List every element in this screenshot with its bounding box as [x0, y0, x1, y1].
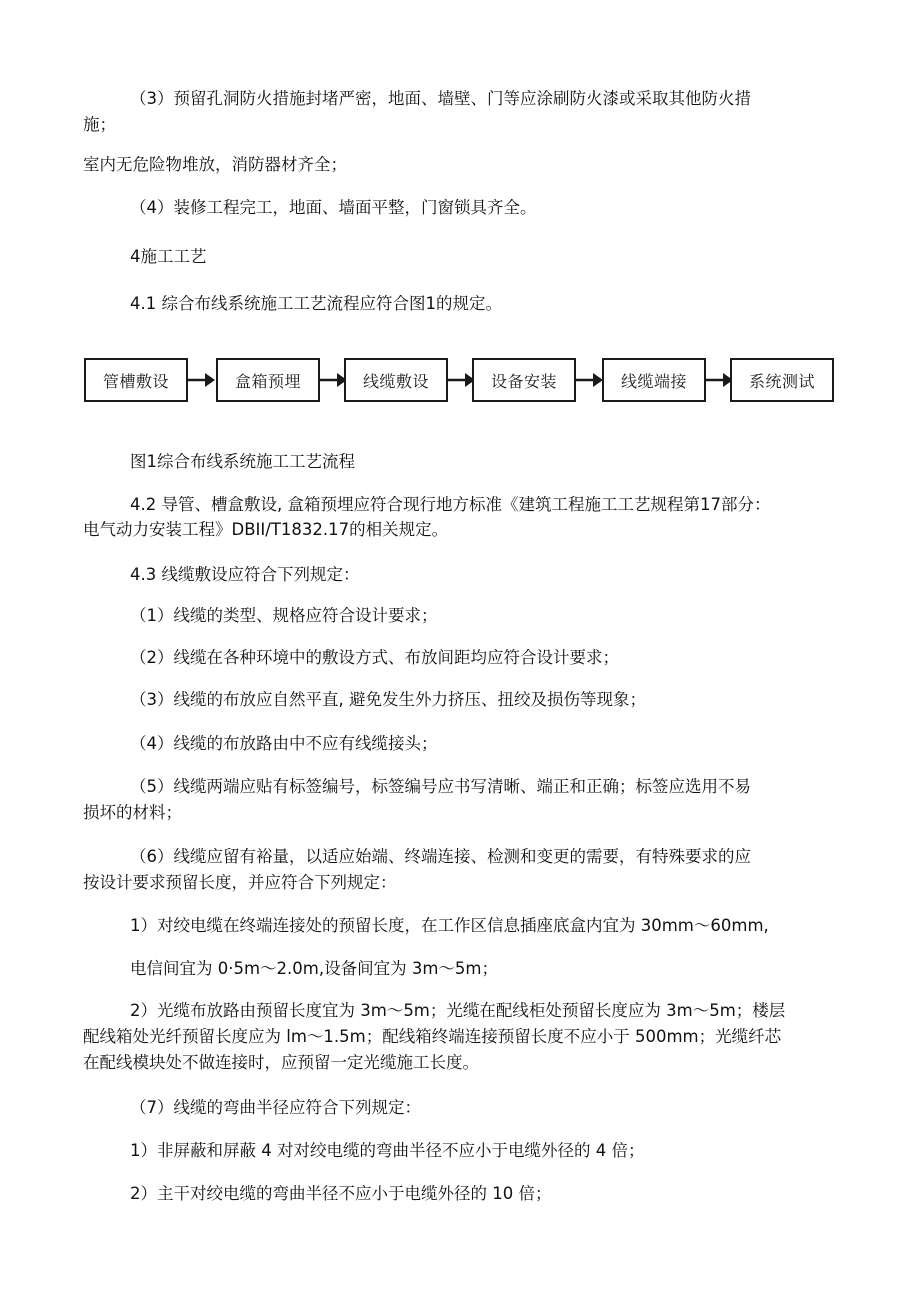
clause-4-3: 4.3 线缆敷设应符合下列规定： [130, 565, 360, 584]
clause-4-2-line-2: 电气动力安装工程》DBII/T1832.17的相关规定。 [83, 520, 449, 539]
para-4: （4）装修工程完工，地面、墙面平整，门窗锁具齐全。 [130, 198, 537, 217]
flow-step-conduit-laying: 管槽敷设 [84, 358, 188, 402]
section-4-title: 4施工工艺 [130, 247, 207, 266]
arrow-right-icon [188, 370, 216, 390]
para-3-line-1: （3）预留孔洞防火措施封堵严密，地面、墙壁、门等应涂刷防火漆或采取其他防火措 [130, 89, 751, 108]
clause-4-1: 4.1 综合布线系统施工工艺流程应符合图1的规定。 [130, 294, 502, 313]
arrow-right-icon [576, 370, 604, 390]
item-6-2-line-3: 在配线模块处不做连接时，应预留一定光缆施工长度。 [83, 1053, 479, 1072]
item-4: （4）线缆的布放路由中不应有线缆接头； [130, 734, 438, 753]
flow-step-equipment-install: 设备安装 [472, 358, 576, 402]
item-6-1-line-1: 1）对绞电缆在终端连接处的预留长度，在工作区信息插座底盒内宜为 30mm～60mm, [130, 916, 769, 935]
item-1: （1）线缆的类型、规格应符合设计要求； [130, 606, 438, 625]
item-6-1-line-2: 电信间宜为 0·5m～2.0m,设备间宜为 3m～5m； [130, 959, 499, 978]
flow-step-box-embedding: 盒箱预埋 [216, 358, 320, 402]
para-3-line-2: 施； [83, 115, 116, 134]
item-5-line-1: （5）线缆两端应贴有标签编号，标签编号应书写清晰、端正和正确；标签应选用不易 [130, 777, 751, 796]
flow-step-cable-laying: 线缆敷设 [344, 358, 448, 402]
para-3-line-3: 室内无危险物堆放，消防器材齐全； [83, 155, 347, 174]
figure-caption: 图1综合布线系统施工工艺流程 [130, 452, 355, 471]
item-3: （3）线缆的布放应自然平直, 避免发生外力挤压、扭绞及损伤等现象； [130, 690, 646, 709]
item-5-line-2: 损坏的材料； [83, 803, 182, 822]
item-6-line-2: 按设计要求预留长度，并应符合下列规定： [83, 873, 397, 892]
item-7-2: 2）主干对绞电缆的弯曲半径不应小于电缆外径的 10 倍； [130, 1184, 552, 1203]
item-7: （7）线缆的弯曲半径应符合下列规定： [130, 1098, 421, 1117]
item-7-1: 1）非屏蔽和屏蔽 4 对对绞电缆的弯曲半径不应小于电缆外径的 4 倍； [130, 1141, 645, 1160]
flow-step-cable-termination: 线缆端接 [602, 358, 706, 402]
process-flowchart [84, 358, 838, 406]
item-6-line-1: （6）线缆应留有裕量，以适应始端、终端连接、检测和变更的需要，有特殊要求的应 [130, 847, 751, 866]
clause-4-2-line-1: 4.2 导管、槽盒敷设, 盒箱预埋应符合现行地方标准《建筑工程施工工艺规程第17部分： [130, 495, 771, 514]
flow-step-system-test: 系统测试 [730, 358, 834, 402]
item-6-2-line-2: 配线箱处光纤预留长度应为 lm～1.5m；配线箱终端连接预留长度不应小于 500mm；光缆纤芯 [83, 1027, 782, 1046]
item-6-2-line-1: 2）光缆布放路由预留长度宜为 3m～5m；光缆在配线柜处预留长度应为 3m～5m；楼层 [130, 1001, 786, 1020]
item-2: （2）线缆在各种环境中的敷设方式、布放间距均应符合设计要求； [130, 648, 619, 667]
